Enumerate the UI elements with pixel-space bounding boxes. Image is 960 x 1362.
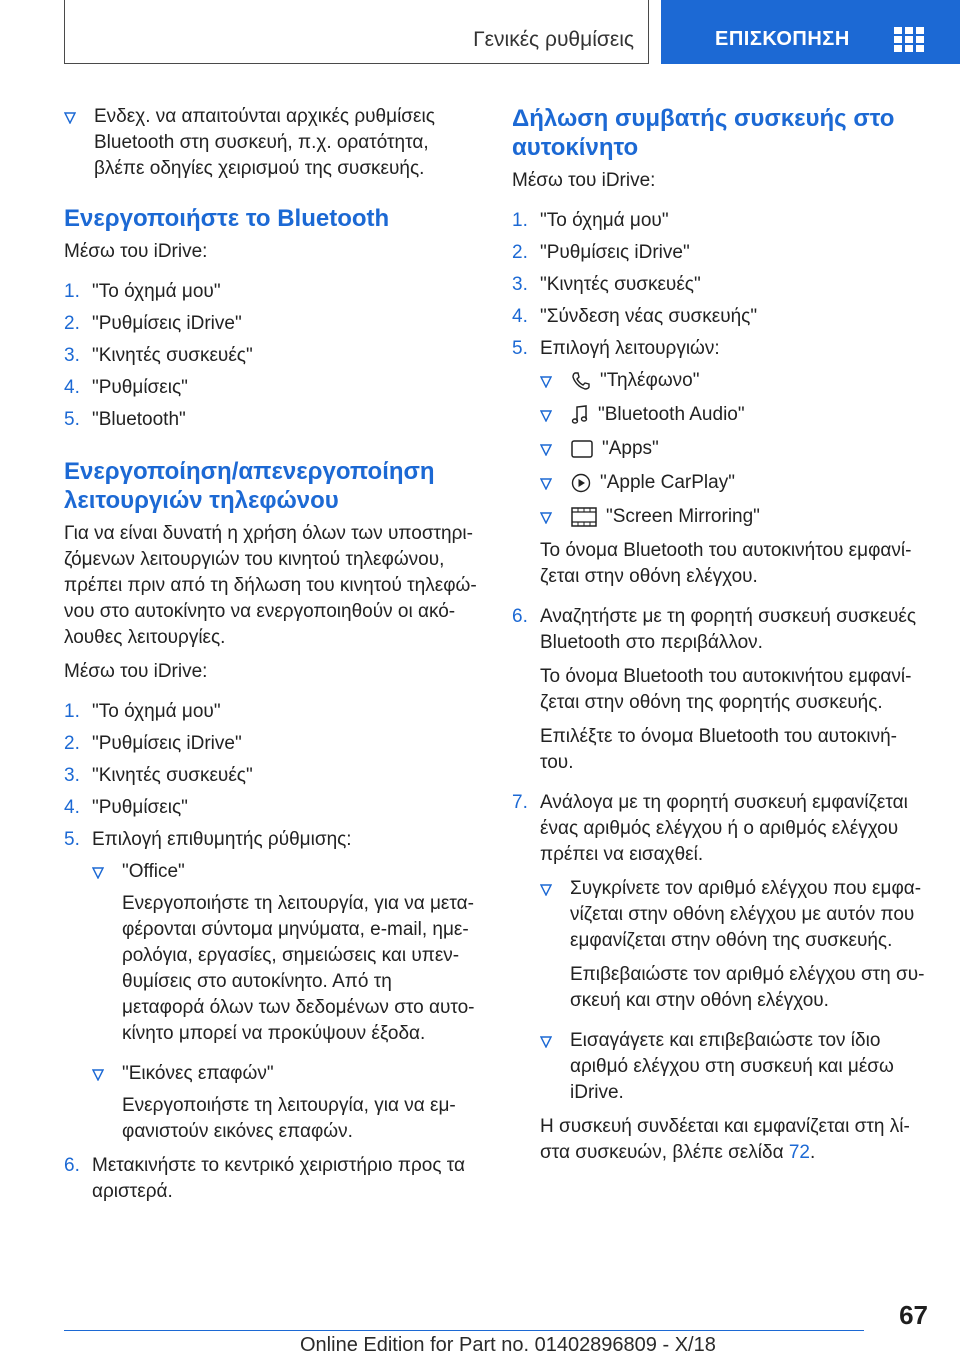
triangle-bullet-icon xyxy=(64,112,76,124)
option-contact-pictures: "Εικόνες επαφών" Ενεργοποιήστε τη λειτουργία, για να εμ- φανιστούν εικόνες επαφών. xyxy=(92,1061,480,1145)
phone-functions-paragraph: Για να είναι δυνατή η χρήση όλων των υποστηρι- ζόμενων λειτουργιών του κινητού τηλεφώνου, πρέπει πριν από τη δήλωση του κινητού τηλεφώ- νου στο αυτοκίνητο να ενεργοποιηθούν οι ακό- λουθες λειτουργίες. xyxy=(64,523,477,648)
section-title-enable-bluetooth: Ενεργοποιήστε το Bluetooth xyxy=(64,205,390,232)
function-screen-mirroring: "Screen Mirroring" xyxy=(540,504,926,530)
footer-edition: Online Edition for Part no. 01402896809 - X/18 xyxy=(300,1334,716,1356)
page-link[interactable]: 72 xyxy=(788,1142,810,1163)
final-note: Η συσκευή συνδέεται και εμφανίζεται στη λί- στα συσκευών, βλέπε σελίδα 72. xyxy=(540,1116,910,1163)
header-section-box xyxy=(64,0,649,64)
triangle-bullet-icon xyxy=(92,867,104,879)
triangle-bullet-icon xyxy=(92,1069,104,1081)
carplay-icon xyxy=(570,472,592,494)
header-overview-label: ΕΠΙΣΚΟΠΗΣΗ xyxy=(715,28,850,50)
list-item: 5. "Bluetooth" xyxy=(64,409,186,430)
section-title-phone-functions: Ενεργοποίηση/απενεργοποίηση λειτουργιών τηλεφώνου xyxy=(64,458,435,514)
intro-line-1: Ενδεχ. να απαιτούνται αρχικές ρυθμίσεις xyxy=(94,106,435,127)
left-column xyxy=(64,104,480,1211)
page-number: 67 xyxy=(899,1300,928,1330)
intro-line-2: Bluetooth στη συσκευή, π.χ. ορατότητα, xyxy=(94,132,429,153)
function-apple-carplay: "Apple CarPlay" xyxy=(540,470,926,496)
list-item: 3. "Κινητές συσκευές" xyxy=(64,345,253,366)
compare-code-bullet: Συγκρίνετε τον αριθμό ελέγχου που εμφα- νίζεται στην οθόνη ελέγχου με αυτόν που εμφανίζεται στην οθόνη της συσκευής. Επιβεβαιώστε τον αριθμό ελέγχου στη συ- σκευή και στην οθόνη ελέγχου. xyxy=(540,876,926,1014)
enter-code-bullet: Εισαγάγετε και επιβεβαιώστε τον ίδιο αριθμό ελέγχου στη συσκευή και μέσω iDrive. xyxy=(540,1028,926,1106)
triangle-bullet-icon xyxy=(540,478,552,490)
triangle-bullet-icon xyxy=(540,1036,552,1048)
apps-icon xyxy=(570,439,594,459)
via-idrive-1: Μέσω του iDrive: xyxy=(64,241,208,262)
option-office: "Office" Ενεργοποιήστε τη λειτουργία, για να μετα- φέρονται σύντομα μηνύματα, e-mail, ημε- ρολόγια, εργασίες, σημειώσεις και υπεν- θυμίσεις στο αυτοκίνητο. Από τη μεταφορά όλων των δεδομένων στο αυτο- κίνητο μπορεί να προκύψουν έξοδα. xyxy=(92,859,480,1047)
function-phone: "Τηλέφωνο" xyxy=(540,368,926,394)
list-phone-functions xyxy=(64,699,480,1205)
list-item: 7. Ανάλογα με τη φορητή συσκευή εμφανίζεται ένας αριθμός ελέγχου ή ο αριθμός ελέγχου πρέπει να εισαχθεί. Συγκρίνετε τον αριθμό ελέγχου που εμφα- νίζεται στην οθόνη ελέγχου με αυτόν που εμφανίζεται στην οθόνη της συσκευής. Επιβεβαιώστε τον αριθμό ελέγχου στη συ- σκευή και στην οθόνη ελέγχου. Εισαγάγετε και επιβεβαιώστε τον ίδιο αριθμό ελέγχου στη συσκευή και μέσω iDrive. Η συσκευή συνδέεται και εμφανίζεται στη λί- στα συσκευών, βλέπε σελίδα 72. xyxy=(512,790,926,1166)
section-title-register-device: Δήλωση συμβατής συσκευής στο αυτοκίνητο xyxy=(512,105,895,161)
list-item: 6. Αναζητήστε με τη φορητή συσκευή συσκευές Bluetooth στο περιβάλλον. Το όνομα Bluetooth του αυτοκινήτου εμφανί- ζεται στην οθόνη της φορητής συσκευής. Επιλέξτε το όνομα Bluetooth του αυτοκινή- του. xyxy=(512,606,917,773)
header-overview-tab[interactable] xyxy=(661,0,960,64)
triangle-bullet-icon xyxy=(540,376,552,388)
list-item: 5. Επιλογή επιθυμητής ρύθμισης: "Office" Ενεργοποιήστε τη λειτουργία, για να μετα- φέρονται σύντομα μηνύματα, e-mail, ημε- ρολόγια, εργασίες, σημειώσεις και υπεν- θυμίσεις στο αυτοκίνητο. Από τη μεταφορά όλων των δεδομένων στο αυτο- κίνητο μπορεί να προκύψουν έξοδα. "Εικόνες επαφών" Ενεργοποιήστε τη λειτουργία, για να εμ- φανιστούν εικόνες επαφών. xyxy=(64,827,480,1145)
footer-divider xyxy=(64,1330,864,1331)
list-enable-bluetooth xyxy=(64,279,480,433)
list-item: 1. "Το όχημά μου" xyxy=(64,281,221,302)
list-register-device xyxy=(512,208,926,1166)
list-item: 4. "Ρυθμίσεις" xyxy=(64,797,188,818)
right-column xyxy=(512,104,926,1172)
list-item: 5. Επιλογή λειτουργιών: "Τηλέφωνο" "Bluetooth Audio" "Apps" "Apple CarPlay" "Screen Mirroring" Το όνομα Bluetooth του αυτοκινήτου εμφανί- ζεται στην οθόνη ελέγχου. xyxy=(512,336,926,590)
phone-icon xyxy=(570,370,592,392)
grid-icon xyxy=(894,27,924,52)
music-note-icon xyxy=(570,404,590,426)
triangle-bullet-icon xyxy=(540,444,552,456)
list-item: 3. "Κινητές συσκευές" xyxy=(512,274,701,295)
triangle-bullet-icon xyxy=(540,410,552,422)
function-bluetooth-audio: "Bluetooth Audio" xyxy=(540,402,926,428)
list-item: 2. "Ρυθμίσεις iDrive" xyxy=(512,242,690,263)
list-item: 2. "Ρυθμίσεις iDrive" xyxy=(64,733,242,754)
header-section-title: Γενικές ρυθμίσεις xyxy=(473,28,634,51)
list-item: 4. "Ρυθμίσεις" xyxy=(64,377,188,398)
via-idrive-3: Μέσω του iDrive: xyxy=(512,170,656,191)
list-item: 3. "Κινητές συσκευές" xyxy=(64,765,253,786)
triangle-bullet-icon xyxy=(540,512,552,524)
list-item: 1. "Το όχημά μου" xyxy=(64,701,221,722)
screen-mirroring-icon xyxy=(570,506,598,528)
via-idrive-2: Μέσω του iDrive: xyxy=(64,661,208,682)
intro-bullet xyxy=(64,104,480,182)
list-item: 2. "Ρυθμίσεις iDrive" xyxy=(64,313,242,334)
function-apps: "Apps" xyxy=(540,436,926,462)
list-item: 6. Μετακινήστε το κεντρικό χειριστήριο προς τα αριστερά. xyxy=(64,1155,465,1202)
item5-note: Το όνομα Bluetooth του αυτοκινήτου εμφανί- ζεται στην οθόνη ελέγχου. xyxy=(540,540,912,587)
list-item: 4. "Σύνδεση νέας συσκευής" xyxy=(512,306,758,327)
list-item: 1. "Το όχημά μου" xyxy=(512,210,669,231)
intro-line-3: βλέπε οδηγίες χειρισμού της συσκευής. xyxy=(94,158,425,179)
triangle-bullet-icon xyxy=(540,884,552,896)
